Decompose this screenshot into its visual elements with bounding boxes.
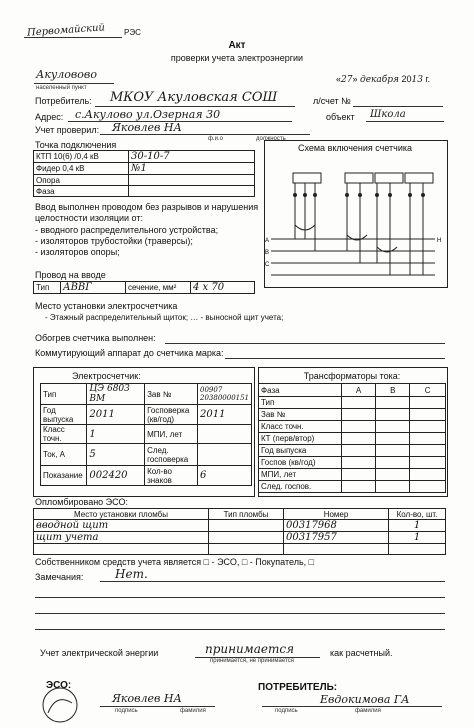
meter-title: Электросчетчик: [72,371,141,381]
scheme-title: Схема включения счетчика [297,143,413,153]
eso-name: Яковлев НА [112,692,182,705]
connection-value-0: 30-10-7 [129,151,255,163]
seals-title: Опломбировано ЭСО: [35,497,128,507]
conclusion-prefix: Учет электрической энергии [40,648,159,658]
conclusion-caption: принимается, не принимается [210,658,294,664]
ct-row-1: Зав № [259,409,342,421]
doc-title: Акт [228,40,246,51]
wire-section-label: сечение, мм² [126,282,191,294]
consumer-value: МКОУ Акуловская СОШ [110,90,278,105]
meter-mpi-label: МПИ, лет [145,425,198,444]
date-field: «27» декабря 2013 г. [336,74,431,85]
transformers-table [258,383,446,493]
meter-verify-label: Госповерка (кв/год) [145,405,198,425]
connection-label-3: Фаза [34,186,129,197]
date-year-suffix: 13 [411,75,423,85]
ct-phase-header: Фаза [259,384,342,397]
owner-label: Собственником средств учета является [35,557,202,567]
position-caption: должность [256,136,286,142]
placement-title: Место установки электросчетчика [35,301,178,311]
cable-in-text: Ввод выполнен проводом без разрывов и нарушения целостности изоляции от: [35,202,259,223]
date-month: декабря [359,75,399,85]
seal-place-1: щит учета [34,532,209,544]
svg-text:С: С [265,262,270,268]
seal-type-1 [209,532,284,544]
seals-header-place: Место установки пломбы [34,509,209,520]
meter-type-label: Тип [41,384,87,405]
doc-subtitle: проверки учета электроэнергии [170,53,304,63]
meter-type-value: ЦЭ 6803 ВМ [87,384,145,405]
seal-type-0 [209,520,284,532]
owner-options: □ - ЭСО, □ - Покупатель, □ [203,557,315,567]
eso-caption-sign: подпись [115,708,138,714]
meter-table [40,383,252,486]
svg-text:А: А [265,238,270,244]
rec-handwritten: Первомайский [26,22,106,39]
seal-number-1: 00317957 [284,532,389,544]
meter-current-label: Ток, А [41,444,87,466]
ct-row-3: КТ (перв/втор) [259,433,342,445]
eso-label: ЭСО: [46,680,72,691]
svg-text:Н: Н [437,238,442,244]
meter-next-label: След. госповерка [145,444,198,466]
connection-title: Точка подключения [35,140,117,150]
connection-label-2: Опора [34,175,129,186]
account-label: л/счет № [313,96,351,106]
consumer-sign-label: ПОТРЕБИТЕЛЬ: [258,682,338,693]
locality-caption: населенный пункт [36,85,87,91]
connection-label-0: КТП 10(6) /0,4 кВ [34,151,129,163]
connection-value-2 [129,175,255,186]
seals-header-type: Тип пломбы [209,509,284,520]
cable-in-item-2: - изоляторов опоры; [35,247,120,257]
address-value: с.Акулово ул.Озерная 30 [75,108,221,121]
eso-caption-name: фамилия [180,708,206,714]
owner-line [35,557,314,567]
meter-digits-label: Кол-во знаков [145,466,198,486]
meter-verify-value: 2011 [198,405,252,425]
ct-row-5: Госпов (кв/год) [259,457,342,469]
consumer-sign-name: Евдокимова ГА [320,693,410,706]
connection-value-1: №1 [129,163,255,175]
ct-row-2: Класс точн. [259,421,342,433]
cable-in-item-1: - изоляторов трубостойки (траверсы); [35,236,193,246]
address-label: Адрес: [35,112,64,122]
wire-title: Провод на вводе [35,270,106,280]
seal-number-0: 00317968 [284,520,389,532]
conclusion-value: принимается [205,642,295,656]
meter-next-value [198,444,252,466]
wire-section-value: 4 х 70 [191,282,255,294]
svg-text:В: В [265,250,270,256]
object-value: Школа [370,109,406,120]
fio-caption: ф.и.о [208,136,223,142]
consumer-label: Потребитель: [35,96,92,106]
seal-place-2 [34,544,209,555]
meter-class-label: Класс точн. [41,425,87,444]
connection-label-1: Фидер 0,4 кВ [34,163,129,175]
consumer-caption-name: фамилия [355,708,381,714]
ct-phase-c: С [410,384,446,397]
seal-qty-0: 1 [389,520,446,532]
object-label: объект [326,112,355,122]
date-year-prefix: 20 [401,74,412,84]
eso-stamp [40,685,80,725]
date-day: 27 [341,75,353,85]
locality-value: Акуловово [36,68,97,81]
seal-qty-1: 1 [389,532,446,544]
seal-place-0: вводной щит [34,520,209,532]
meter-class-value: 1 [87,425,145,444]
notes-value: Нет. [115,567,148,581]
scheme-diagram [265,155,445,285]
connection-value-3 [129,186,255,197]
placement-options: - Этажный распределительный щиток; … - выносной щит учета; [45,313,284,322]
seal-number-2 [284,544,389,555]
seal-type-2 [209,544,284,555]
checked-label: Учет проверил: [35,125,100,135]
meter-mpi-value [198,425,252,444]
meter-serial-value: 00907 20380000151 [198,384,252,405]
switch-label: Коммутирующий аппарат до счетчика марка: [35,348,224,358]
wire-table [33,281,255,294]
wire-type-label: Тип [34,282,61,294]
heating-label: Обогрев счетчика выполнен: [35,333,156,343]
checked-value: Яковлев НА [112,121,182,134]
meter-digits-value: 6 [198,466,252,486]
ct-phase-a: А [342,384,376,397]
ct-row-7: След. госпов. [259,481,342,493]
meter-reading-value: 002420 [87,466,145,486]
seals-header-qty: Кол-во, шт. [389,509,446,520]
transformers-title: Трансформаторы тока: [303,371,401,381]
seal-qty-2 [389,544,446,555]
rec-label: РЭС [124,28,141,37]
meter-year-value: 2011 [87,405,145,425]
ct-phase-b: В [376,384,410,397]
cable-in-item-0: - вводного распределительного устройства; [35,225,219,235]
meter-year-label: Год выпуска [41,405,87,425]
consumer-caption-sign: подпись [275,708,298,714]
connection-table [33,150,255,197]
ct-row-0: Тип [259,397,342,409]
seals-table [33,508,446,555]
conclusion-suffix: как расчетный. [330,648,393,658]
notes-label: Замечания: [35,572,84,582]
seals-header-number: Номер [284,509,389,520]
wire-type-value: АВВГ [61,282,126,294]
date-suffix: г. [425,74,431,84]
meter-current-value: 5 [87,444,145,466]
ct-row-4: Год выпуска [259,445,342,457]
ct-row-6: МПИ, лет [259,469,342,481]
meter-serial-label: Зав № [145,384,198,405]
meter-reading-label: Показание [41,466,87,486]
